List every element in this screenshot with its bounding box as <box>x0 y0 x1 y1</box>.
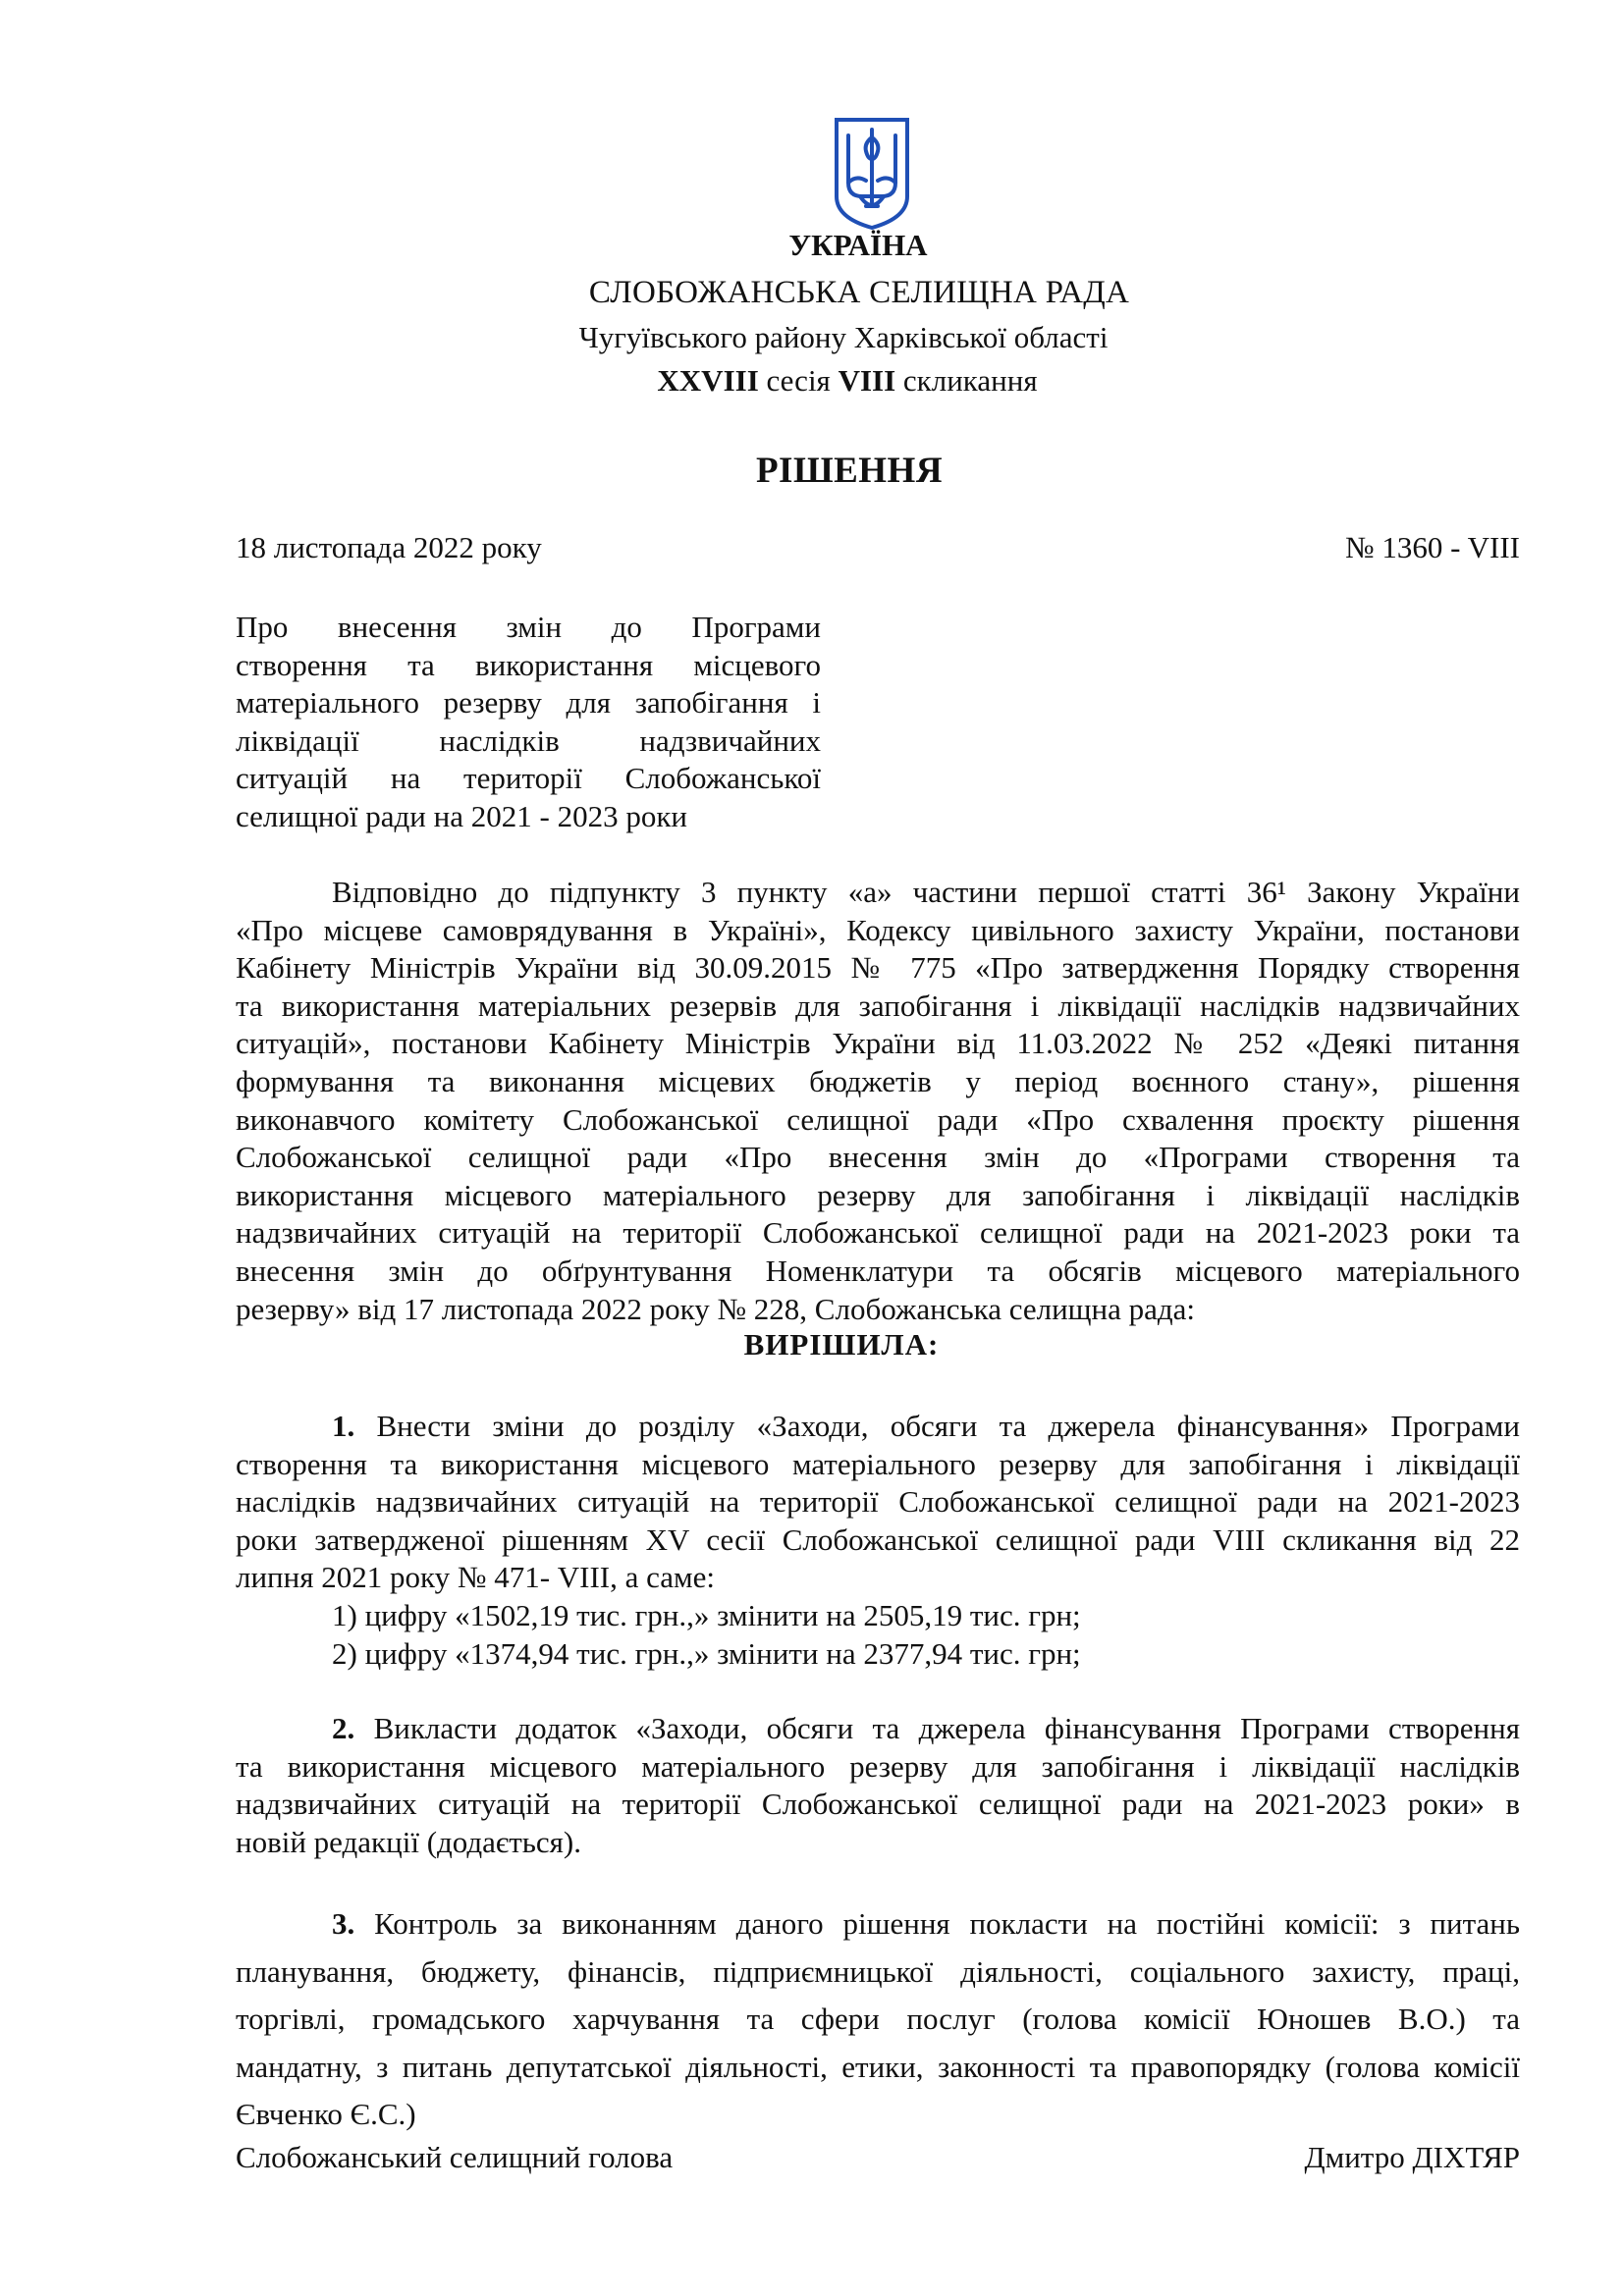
preamble-line: резерву» від 17 листопада 2022 року № 228, Слобожанська селищна рада: <box>236 1291 1196 1326</box>
session-roman: XXVIII <box>657 363 759 398</box>
item-3-line: мандатну, з питань депутатської діяльності, етики, законності та правопорядку (голова комісії <box>236 2049 1520 2084</box>
item-2-paragraph <box>236 1710 1520 1861</box>
item-3-line: торгівлі, громадського харчування та сфери послуг (голова комісії Юношев В.О.) та <box>236 2002 1520 2036</box>
item-1-paragraph <box>236 1408 1520 1673</box>
subject-line: ситуацій на території Слобожанської <box>236 761 821 795</box>
preamble-line: використання місцевого матеріального резерву для запобігання і ліквідації наслідків <box>236 1177 1520 1212</box>
convocation-word: скликання <box>895 363 1038 398</box>
item-3-line <box>236 1900 1520 1949</box>
coat-of-arms-of-ukraine-icon <box>833 116 911 232</box>
item-1-line: липня 2021 року № 471- VIII, а саме: <box>236 1560 716 1595</box>
preamble-line: надзвичайних ситуацій на території Слобожанської селищної ради на 2021-2023 роки та <box>236 1215 1520 1251</box>
document-type-title: РІШЕННЯ <box>755 451 944 491</box>
item-3-line: Євченко Є.С.) <box>236 2097 416 2131</box>
item-2-line: новій редакції (додається). <box>236 1824 582 1859</box>
item-2-line <box>236 1710 1520 1748</box>
item-1-line: роки затвердженої рішенням XV сесії Слобожанської селищної ради VIII скликання від 22 <box>236 1522 1520 1557</box>
item-2-text: Викласти додаток «Заходи, обсяги та джерела фінансування Програми створення <box>354 1711 1520 1745</box>
item-1-line <box>236 1408 1520 1446</box>
subject-line: ліквідації наслідків надзвичайних <box>236 722 821 758</box>
item-2-line: та використання місцевого матеріального резерву для запобігання і ліквідації наслідків <box>236 1748 1520 1784</box>
preamble-line: ситуацій», постанови Кабінету Міністрів України від 11.03.2022 № 252 «Деякі питання <box>236 1026 1520 1061</box>
item-1-subitem-2: 2) цифру «1374,94 тис. грн.,» змінити на 2377,94 тис. грн; <box>332 1635 1081 1671</box>
subject-line: створення та використання місцевого <box>236 647 821 682</box>
subject-line: матеріального резерву для запобігання і <box>236 685 821 720</box>
preamble-line: та використання матеріальних резервів для запобігання і ліквідації наслідків надзвичайних <box>236 988 1520 1023</box>
item-1-text: Внести зміни до розділу «Заходи, обсяги та джерела фінансування» Програми <box>354 1409 1520 1443</box>
item-1-subitem-1: 1) цифру «1502,19 тис. грн.,» змінити на 2505,19 тис. грн; <box>332 1597 1081 1632</box>
item-1-line: наслідків надзвичайних ситуацій на території Слобожанської селищної ради на 2021-2023 <box>236 1484 1520 1520</box>
preamble-line: Відповідно до підпункту 3 пункту «а» частини першої статті 36¹ Закону України <box>332 875 1520 909</box>
decided-heading: ВИРІШИЛА: <box>743 1327 940 1362</box>
signatory-position: Слобожанський селищний голова <box>236 2140 674 2174</box>
preamble-line: виконавчого комітету Слобожанської селищної ради «Про схвалення проєкту рішення <box>236 1101 1520 1137</box>
item-1-number: 1. <box>332 1409 355 1443</box>
signatory-name: Дмитро ДІХТЯР <box>1304 2140 1520 2174</box>
decision-date: 18 листопада 2022 року <box>236 530 542 564</box>
subject-line: селищної ради на 2021 - 2023 роки <box>236 798 687 833</box>
item-1-line: створення та використання місцевого матеріального резерву для запобігання і ліквідації <box>236 1446 1520 1481</box>
decision-number: № 1360 - VIII <box>1345 530 1520 564</box>
item-3-line: планування, бюджету, фінансів, підприємницької діяльності, соціального захисту, праці, <box>236 1953 1520 1989</box>
preamble-line: формування та виконання місцевих бюджетів у період воєнного стану», рішення <box>236 1063 1520 1098</box>
preamble-paragraph <box>236 874 1520 1328</box>
item-3-paragraph <box>236 1900 1520 2139</box>
date-number-row <box>236 530 1520 569</box>
item-2-line: надзвичайних ситуацій на території Слобожанської селищної ради на 2021-2023 роки» в <box>236 1787 1520 1822</box>
preamble-line: Слобожанської селищної ради «Про внесення змін до «Програми створення та <box>236 1140 1520 1175</box>
decision-subject <box>236 609 821 835</box>
preamble-line: «Про місцеве самоврядування в Україні», Кодексу цивільного захисту України, постанови <box>236 912 1520 947</box>
convocation-roman: VIII <box>838 363 896 398</box>
item-3-text: Контроль за виконанням даного рішення покласти на постійні комісії: з питань <box>354 1906 1520 1941</box>
subject-line: Про внесення змін до Програми <box>236 610 821 644</box>
signature-row <box>236 2140 1520 2179</box>
item-3-number: 3. <box>332 1906 355 1941</box>
preamble-line: Кабінету Міністрів України від 30.09.2015 № 775 «Про затвердження Порядку створення <box>236 950 1520 986</box>
session-heading <box>35 363 1624 399</box>
item-2-number: 2. <box>332 1711 355 1745</box>
region-heading: Чугуївського району Харківської області <box>578 320 1109 354</box>
preamble-line: внесення змін до обґрунтування Номенклатури та обсягів місцевого матеріального <box>236 1253 1520 1288</box>
country-heading: УКРАЇНА <box>788 228 928 262</box>
council-heading: СЛОБОЖАНСЬКА СЕЛИЩНА РАДА <box>588 275 1130 310</box>
session-word: сесія <box>758 363 839 398</box>
